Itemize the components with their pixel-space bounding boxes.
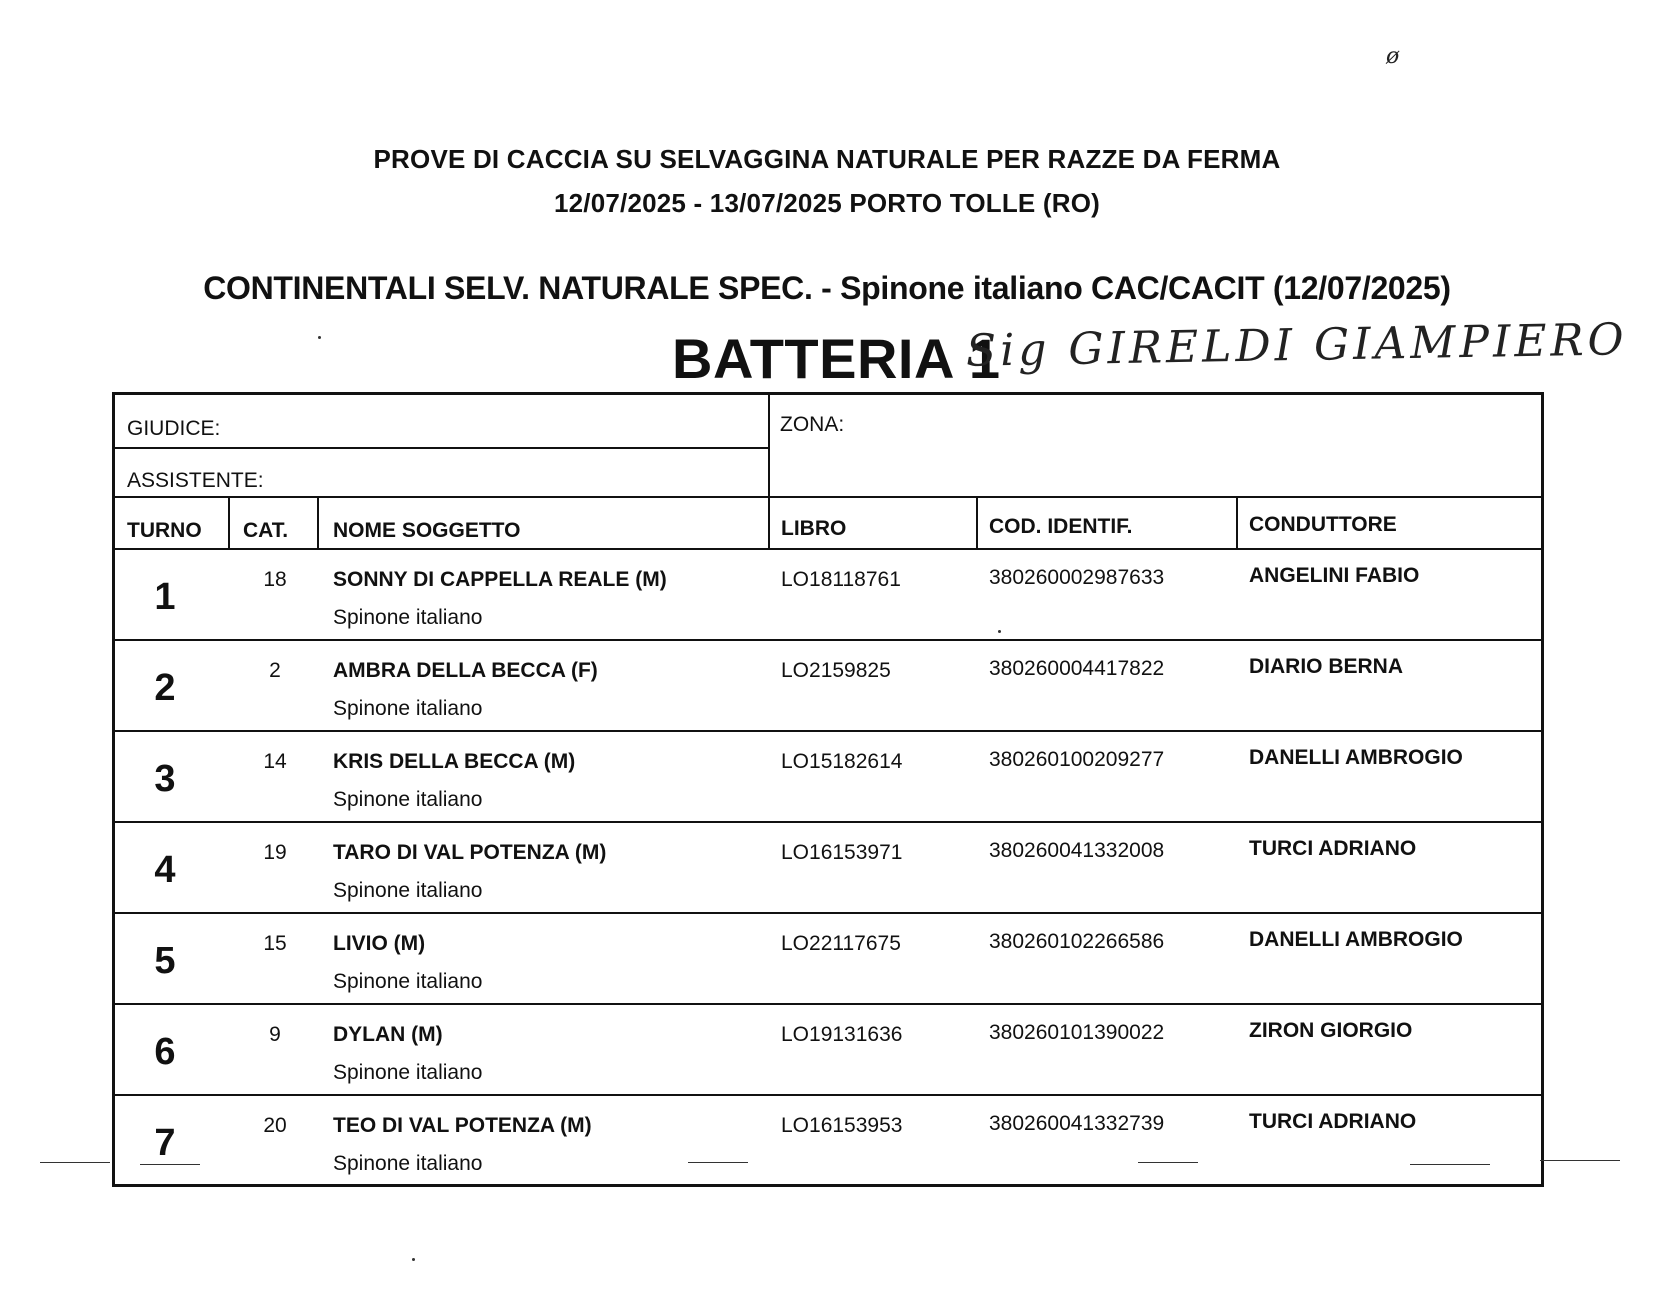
table-divider — [768, 496, 770, 548]
row-cod-identif: 380260100209277 — [989, 748, 1165, 771]
scan-artifact — [1410, 1164, 1490, 1165]
row-turno: 7 — [154, 1122, 176, 1164]
document-dates-location: 12/07/2025 - 13/07/2025 PORTO TOLLE (RO) — [553, 188, 1101, 218]
column-header-cat: CAT. — [243, 519, 289, 542]
table-divider — [115, 548, 1542, 550]
row-cod-identif: 380260002987633 — [989, 566, 1165, 589]
row-cod-identif: 380260101390022 — [989, 1021, 1165, 1044]
row-razza: Spinone italiano — [333, 1061, 483, 1084]
row-divider — [115, 821, 1542, 823]
row-cat: 2 — [269, 659, 281, 682]
row-cod-identif: 380260041332739 — [989, 1112, 1165, 1135]
row-razza: Spinone italiano — [333, 697, 483, 720]
row-conduttore: DIARIO BERNA — [1249, 655, 1404, 678]
column-header-nome: NOME SOGGETTO — [333, 519, 521, 542]
column-header-cod: COD. IDENTIF. — [989, 515, 1133, 538]
row-nome-soggetto: KRIS DELLA BECCA (M) — [333, 750, 576, 773]
table-divider — [976, 496, 978, 548]
row-divider — [115, 1094, 1542, 1096]
row-turno: 1 — [154, 576, 176, 618]
entries-table — [112, 392, 1544, 1187]
row-libro: LO22117675 — [781, 932, 901, 955]
handwritten-judge-note: Sig GIRELDI GIAMPIERO — [965, 314, 1629, 377]
row-cat: 14 — [263, 750, 287, 773]
row-nome-soggetto: TEO DI VAL POTENZA (M) — [333, 1114, 592, 1137]
row-libro: LO16153971 — [781, 841, 903, 864]
row-conduttore: TURCI ADRIANO — [1249, 1110, 1417, 1133]
table-divider — [115, 496, 1542, 498]
table-divider — [1236, 496, 1238, 548]
row-cat: 20 — [263, 1114, 287, 1137]
row-nome-soggetto: DYLAN (M) — [333, 1023, 443, 1046]
row-divider — [115, 639, 1542, 641]
row-libro: LO15182614 — [781, 750, 903, 773]
row-turno: 4 — [154, 849, 176, 891]
row-cat: 9 — [269, 1023, 281, 1046]
row-nome-soggetto: AMBRA DELLA BECCA (F) — [333, 659, 598, 682]
column-header-conduttore: CONDUTTORE — [1249, 513, 1397, 536]
row-razza: Spinone italiano — [333, 606, 483, 629]
row-razza: Spinone italiano — [333, 788, 483, 811]
row-razza: Spinone italiano — [333, 970, 483, 993]
row-conduttore: ANGELINI FABIO — [1249, 564, 1420, 587]
scan-artifact — [998, 630, 1001, 633]
row-nome-soggetto: SONNY DI CAPPELLA REALE (M) — [333, 568, 667, 591]
row-cod-identif: 380260102266586 — [989, 930, 1165, 953]
row-libro: LO18118761 — [781, 568, 901, 591]
row-divider — [115, 1003, 1542, 1005]
row-cod-identif: 380260041332008 — [989, 839, 1165, 862]
row-turno: 2 — [154, 667, 176, 709]
row-conduttore: DANELLI AMBROGIO — [1249, 746, 1463, 769]
row-cod-identif: 380260004417822 — [989, 657, 1165, 680]
row-nome-soggetto: LIVIO (M) — [333, 932, 426, 955]
row-turno: 3 — [154, 758, 176, 800]
scan-artifact — [318, 336, 321, 339]
row-turno: 5 — [154, 940, 176, 982]
scan-artifact — [1540, 1160, 1620, 1161]
scan-artifact — [412, 1258, 415, 1261]
row-razza: Spinone italiano — [333, 879, 483, 902]
row-cat: 19 — [263, 841, 287, 864]
zona-label: ZONA: — [780, 413, 845, 436]
row-libro: LO16153953 — [781, 1114, 903, 1137]
scan-artifact — [688, 1162, 748, 1163]
row-libro: LO19131636 — [781, 1023, 903, 1046]
table-divider — [228, 496, 230, 548]
batteria-label: BATTERIA 1 — [672, 327, 1001, 390]
scan-artifact — [140, 1164, 200, 1165]
giudice-label: GIUDICE: — [127, 417, 221, 440]
row-libro: LO2159825 — [781, 659, 891, 682]
column-header-turno: TURNO — [127, 519, 202, 542]
scan-artifact — [40, 1162, 110, 1163]
scan-artifact — [1138, 1162, 1198, 1163]
row-razza: Spinone italiano — [333, 1152, 483, 1175]
document-title: PROVE DI CACCIA SU SELVAGGINA NATURALE PER RAZZE DA FERMA — [373, 144, 1281, 174]
row-cat: 18 — [263, 568, 287, 591]
row-turno: 6 — [154, 1031, 176, 1073]
table-divider — [317, 496, 319, 548]
row-conduttore: TURCI ADRIANO — [1249, 837, 1417, 860]
row-divider — [115, 912, 1542, 914]
competition-category: CONTINENTALI SELV. NATURALE SPEC. - Spinone italiano CAC/CACIT (12/07/2025) — [203, 270, 1451, 306]
assistente-label: ASSISTENTE: — [127, 469, 264, 492]
handwritten-mark: ø — [1386, 44, 1400, 69]
row-conduttore: DANELLI AMBROGIO — [1249, 928, 1463, 951]
row-divider — [115, 730, 1542, 732]
row-nome-soggetto: TARO DI VAL POTENZA (M) — [333, 841, 607, 864]
row-conduttore: ZIRON GIORGIO — [1249, 1019, 1413, 1042]
table-divider — [115, 447, 768, 449]
column-header-libro: LIBRO — [781, 517, 847, 540]
row-cat: 15 — [263, 932, 287, 955]
